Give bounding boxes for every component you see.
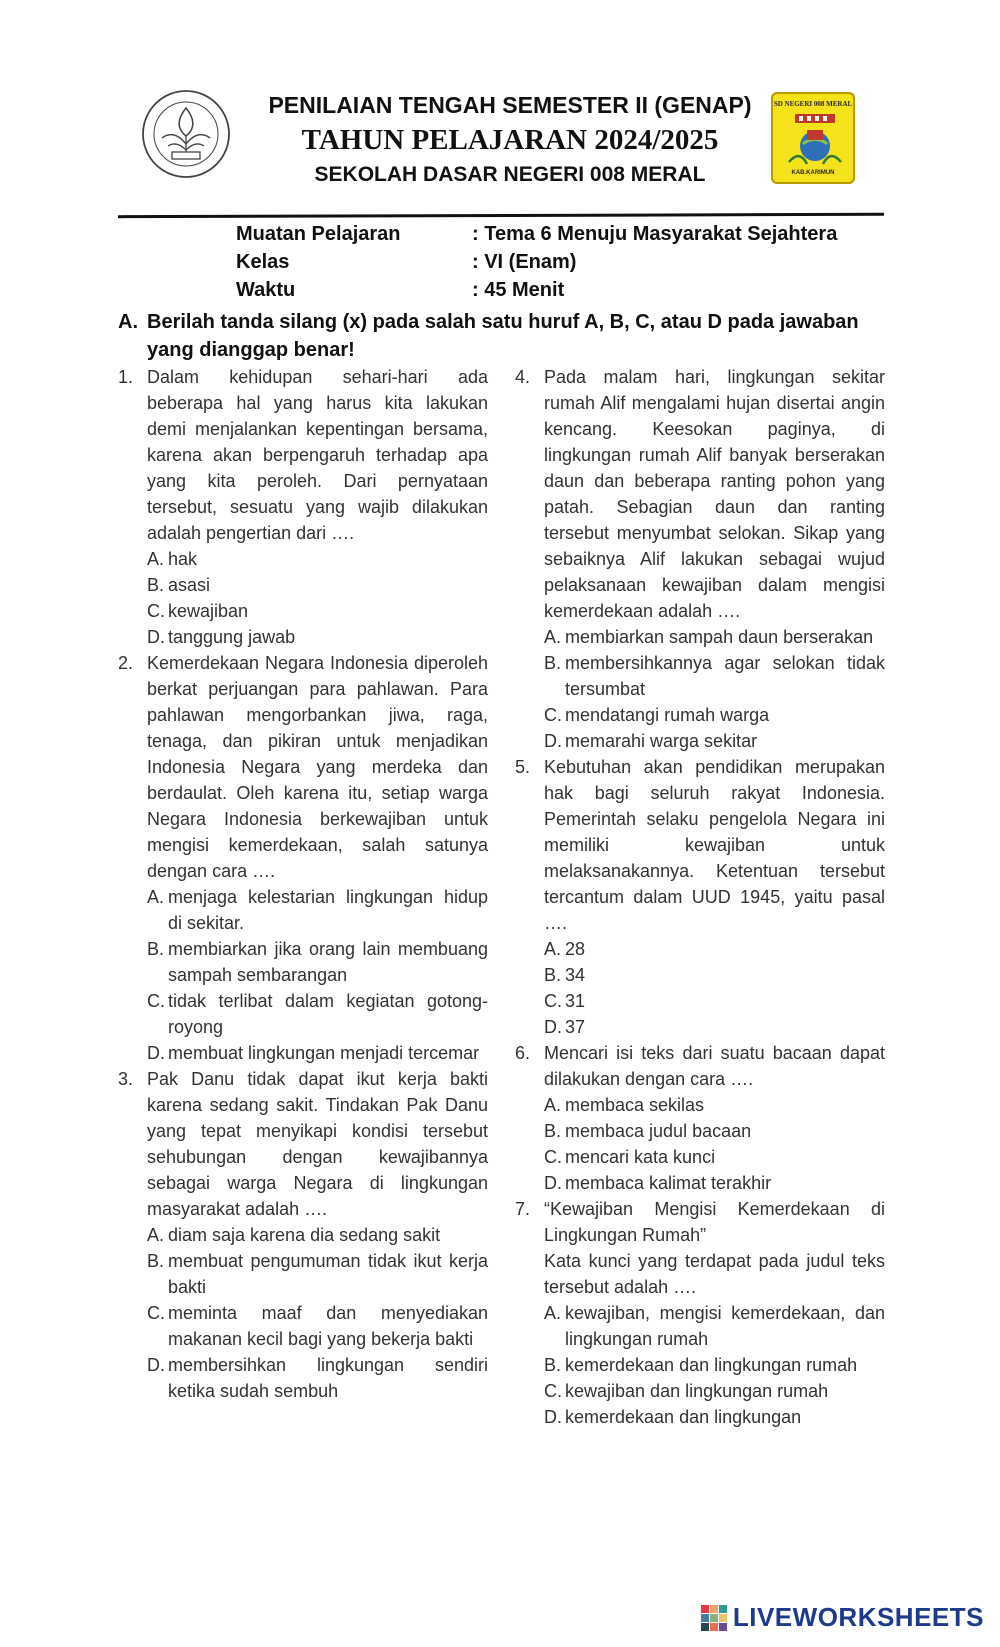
- academic-year: TAHUN PELAJARAN 2024/2025: [301, 124, 719, 156]
- option-text: kewajiban: [168, 601, 249, 621]
- answer-option[interactable]: [544, 1378, 885, 1404]
- school-emblem-icon: [783, 112, 847, 170]
- answer-options: [147, 1222, 488, 1404]
- question-item: [515, 1196, 885, 1248]
- info-label: Muatan Pelajaran: [236, 223, 401, 245]
- question-text: Pada malam hari, lingkungan sekitar rumah Alif mengalami hujan disertai angin kencang. Keesokan paginya, di lingkungan rumah Alif banyak berserakan daun dan beberapa ranting pohon yang patah. Sebagian daun dan ranting tersebut menyumbat selokan. Sikap yang sebaiknya Alif lakukan sebagai wujud pelaksanaan kewajiban dalam mengisi kemerdekaan adalah ….: [544, 367, 885, 621]
- question-item: [118, 364, 488, 546]
- option-text: membiarkan jika orang lain membuang sampah sembarangan: [168, 939, 488, 985]
- option-letter: B.: [544, 1121, 562, 1141]
- question-number: 1.: [118, 367, 134, 387]
- option-letter: A.: [544, 1303, 562, 1323]
- option-letter: D.: [544, 1407, 562, 1427]
- question-text: Mencari isi teks dari suatu bacaan dapat dilakukan dengan cara ….: [544, 1043, 885, 1089]
- answer-options: [544, 1092, 885, 1196]
- logo-block: [719, 1623, 727, 1631]
- question-text: Dalam kehidupan sehari-hari ada beberapa hal yang harus kita lakukan demi menjalankan kepentingan bersama, karena akan berpengaruh terhadap apa yang kita peroleh. Dari pernyataan tersebut, sesuatu yang wajib dilakukan adalah pengertian dari ….: [147, 367, 488, 543]
- option-text: meminta maaf dan menyediakan makanan kecil bagi yang bekerja bakti: [168, 1303, 488, 1349]
- option-text: mencari kata kunci: [565, 1147, 716, 1167]
- option-text: mendatangi rumah warga: [565, 705, 770, 725]
- info-row-class: [236, 251, 936, 279]
- question-number: 7.: [515, 1199, 531, 1219]
- answer-options: [544, 624, 885, 754]
- option-letter: C.: [544, 991, 562, 1011]
- option-letter: B.: [147, 939, 165, 959]
- option-text: tanggung jawab: [168, 627, 296, 647]
- question-item: [515, 1040, 885, 1092]
- option-text: hak: [168, 549, 198, 569]
- option-text: menjaga kelestarian lingkungan hidup di sekitar.: [168, 887, 488, 933]
- answer-option[interactable]: [147, 546, 488, 572]
- info-row-time: [236, 279, 936, 307]
- school-logo-bottom-text: KAB.KARIMUN: [791, 170, 835, 176]
- option-letter: C.: [544, 705, 562, 725]
- option-letter: A.: [147, 1225, 165, 1245]
- answer-option[interactable]: [544, 962, 885, 988]
- option-text: 34: [565, 965, 586, 985]
- answer-option[interactable]: [147, 624, 488, 650]
- option-letter: A.: [544, 1095, 562, 1115]
- answer-option[interactable]: [544, 1404, 885, 1430]
- logo-block: [710, 1605, 718, 1613]
- question-number: 4.: [515, 367, 531, 387]
- answer-option[interactable]: [147, 988, 488, 1040]
- answer-option[interactable]: [147, 1352, 488, 1404]
- answer-option[interactable]: [544, 624, 885, 650]
- answer-option[interactable]: [544, 1300, 885, 1352]
- answer-option[interactable]: [147, 1248, 488, 1300]
- info-value: : 45 Menit: [472, 279, 565, 301]
- question-text-continued: [515, 1248, 885, 1300]
- option-letter: D.: [544, 731, 562, 751]
- option-text: membaca sekilas: [565, 1095, 705, 1115]
- question-prompt: Kata kunci yang terdapat pada judul teks tersebut adalah ….: [544, 1251, 885, 1297]
- option-text: membuat lingkungan menjadi tercemar: [168, 1043, 480, 1063]
- option-text: 28: [565, 939, 586, 959]
- option-text: membersihkan lingkungan sendiri ketika sudah sembuh: [168, 1355, 488, 1401]
- option-text: membuat pengumuman tidak ikut kerja bakti: [168, 1251, 488, 1297]
- logo-block: [719, 1614, 727, 1622]
- questions-right-column: [515, 364, 885, 1430]
- option-letter: A.: [147, 549, 165, 569]
- option-letter: D.: [147, 1043, 165, 1063]
- option-text: memarahi warga sekitar: [565, 731, 758, 751]
- info-row-subject: [236, 223, 936, 251]
- school-name: SEKOLAH DASAR NEGERI 008 MERAL: [314, 163, 706, 186]
- exam-title: PENILAIAN TENGAH SEMESTER II (GENAP): [268, 92, 752, 118]
- option-text: kewajiban dan lingkungan rumah: [565, 1381, 829, 1401]
- question-number: 3.: [118, 1069, 134, 1089]
- option-text: kemerdekaan dan lingkungan: [565, 1407, 802, 1427]
- answer-option[interactable]: [147, 1040, 488, 1066]
- questions-left-column: [118, 364, 488, 1404]
- option-letter: C.: [147, 991, 165, 1011]
- logo-block: [719, 1605, 727, 1613]
- exam-header: [0, 0, 1000, 215]
- option-letter: A.: [544, 627, 562, 647]
- option-letter: B.: [544, 965, 562, 985]
- liveworksheets-watermark: [701, 1602, 984, 1633]
- answer-option[interactable]: [544, 728, 885, 754]
- info-label: Kelas: [236, 251, 290, 273]
- option-letter: B.: [544, 653, 562, 673]
- option-letter: C.: [147, 601, 165, 621]
- option-letter: D.: [544, 1173, 562, 1193]
- question-item: [118, 1066, 488, 1222]
- option-text: 31: [565, 991, 586, 1011]
- option-letter: D.: [544, 1017, 562, 1037]
- option-text: membaca kalimat terakhir: [565, 1173, 772, 1193]
- answer-option[interactable]: [147, 598, 488, 624]
- instruction-text: Berilah tanda silang (x) pada salah satu huruf A, B, C, atau D pada jawaban yang dianggap benar!: [147, 311, 859, 361]
- question-number: 6.: [515, 1043, 531, 1063]
- option-text: membiarkan sampah daun berserakan: [565, 627, 874, 647]
- option-letter: C.: [544, 1147, 562, 1167]
- info-label: Waktu: [236, 279, 296, 301]
- answer-option[interactable]: [544, 1092, 885, 1118]
- answer-option[interactable]: [147, 884, 488, 936]
- answer-option[interactable]: [544, 1352, 885, 1378]
- answer-option[interactable]: [544, 702, 885, 728]
- section-instruction: [118, 308, 878, 364]
- logo-block: [701, 1605, 709, 1613]
- answer-option[interactable]: [544, 988, 885, 1014]
- answer-options: [544, 1300, 885, 1430]
- option-text: kemerdekaan dan lingkungan rumah: [565, 1355, 858, 1375]
- answer-option[interactable]: [544, 936, 885, 962]
- option-letter: A.: [544, 939, 562, 959]
- option-letter: A.: [147, 887, 165, 907]
- question-item: [515, 754, 885, 936]
- logo-block: [710, 1614, 718, 1622]
- option-text: membaca judul bacaan: [565, 1121, 752, 1141]
- option-letter: C.: [147, 1303, 165, 1323]
- question-text: Kemerdekaan Negara Indonesia diperoleh berkat perjuangan para pahlawan. Para pahlawan mengorbankan jiwa, raga, tenaga, dan pikiran untuk menjadikan Indonesia Negara yang merdeka dan berdaulat. Oleh karena itu, setiap warga Negara Indonesia berkewajiban untuk mengisi kemerdekaan, salah satunya dengan cara ….: [147, 653, 488, 881]
- question-text: Pak Danu tidak dapat ikut kerja bakti karena sedang sakit. Tindakan Pak Danu yang tepat menyikapi kondisi tersebut sehubungan dengan kewajibannya sebagai warga Negara di lingkungan masyarakat adalah ….: [147, 1069, 488, 1219]
- logo-block: [701, 1623, 709, 1631]
- answer-option[interactable]: [147, 1300, 488, 1352]
- school-logo-top-text: SD NEGERI 008 MERAL: [773, 100, 853, 108]
- answer-option[interactable]: [147, 936, 488, 988]
- option-text: diam saja karena dia sedang sakit: [168, 1225, 441, 1245]
- option-letter: B.: [147, 575, 165, 595]
- answer-options: [147, 884, 488, 1066]
- logo-block: [701, 1614, 709, 1622]
- section-label: A.: [118, 311, 138, 333]
- option-letter: B.: [147, 1251, 165, 1271]
- answer-option[interactable]: [544, 1144, 885, 1170]
- option-text: 37: [565, 1017, 586, 1037]
- option-letter: D.: [147, 1355, 165, 1375]
- option-text: tidak terlibat dalam kegiatan gotong-royong: [168, 991, 488, 1037]
- option-letter: D.: [147, 627, 165, 647]
- question-item: [118, 650, 488, 884]
- school-logo: [771, 92, 855, 184]
- answer-options: [147, 546, 488, 650]
- option-text: membersihkannya agar selokan tidak tersumbat: [565, 653, 885, 699]
- answer-option[interactable]: [544, 650, 885, 702]
- answer-option[interactable]: [544, 1118, 885, 1144]
- question-number: 2.: [118, 653, 134, 673]
- answer-option[interactable]: [544, 1014, 885, 1040]
- info-value: : VI (Enam): [472, 251, 577, 273]
- info-value: : Tema 6 Menuju Masyarakat Sejahtera: [472, 223, 838, 245]
- question-text: “Kewajiban Mengisi Kemerdekaan di Lingkungan Rumah”: [544, 1199, 885, 1245]
- option-text: kewajiban, mengisi kemerdekaan, dan lingkungan rumah: [565, 1303, 885, 1349]
- liveworksheets-text: LIVEWORKSHEETS: [732, 1602, 984, 1632]
- exam-info: [236, 223, 936, 307]
- option-letter: B.: [544, 1355, 562, 1375]
- liveworksheets-logo-icon: [701, 1605, 727, 1631]
- answer-option[interactable]: [147, 1222, 488, 1248]
- answer-option[interactable]: [544, 1170, 885, 1196]
- question-item: [515, 364, 885, 624]
- question-number: 5.: [515, 757, 531, 777]
- answer-option[interactable]: [147, 572, 488, 598]
- option-text: asasi: [168, 575, 211, 595]
- answer-options: [544, 936, 885, 1040]
- option-letter: C.: [544, 1381, 562, 1401]
- question-text: Kebutuhan akan pendidikan merupakan hak bagi seluruh rakyat Indonesia. Pemerintah selaku pengelola Negara ini memiliki kewajiban untuk melaksanakannya. Ketentuan tersebut tercantum dalam UUD 1945, yaitu pasal ….: [544, 757, 885, 933]
- logo-block: [710, 1623, 718, 1631]
